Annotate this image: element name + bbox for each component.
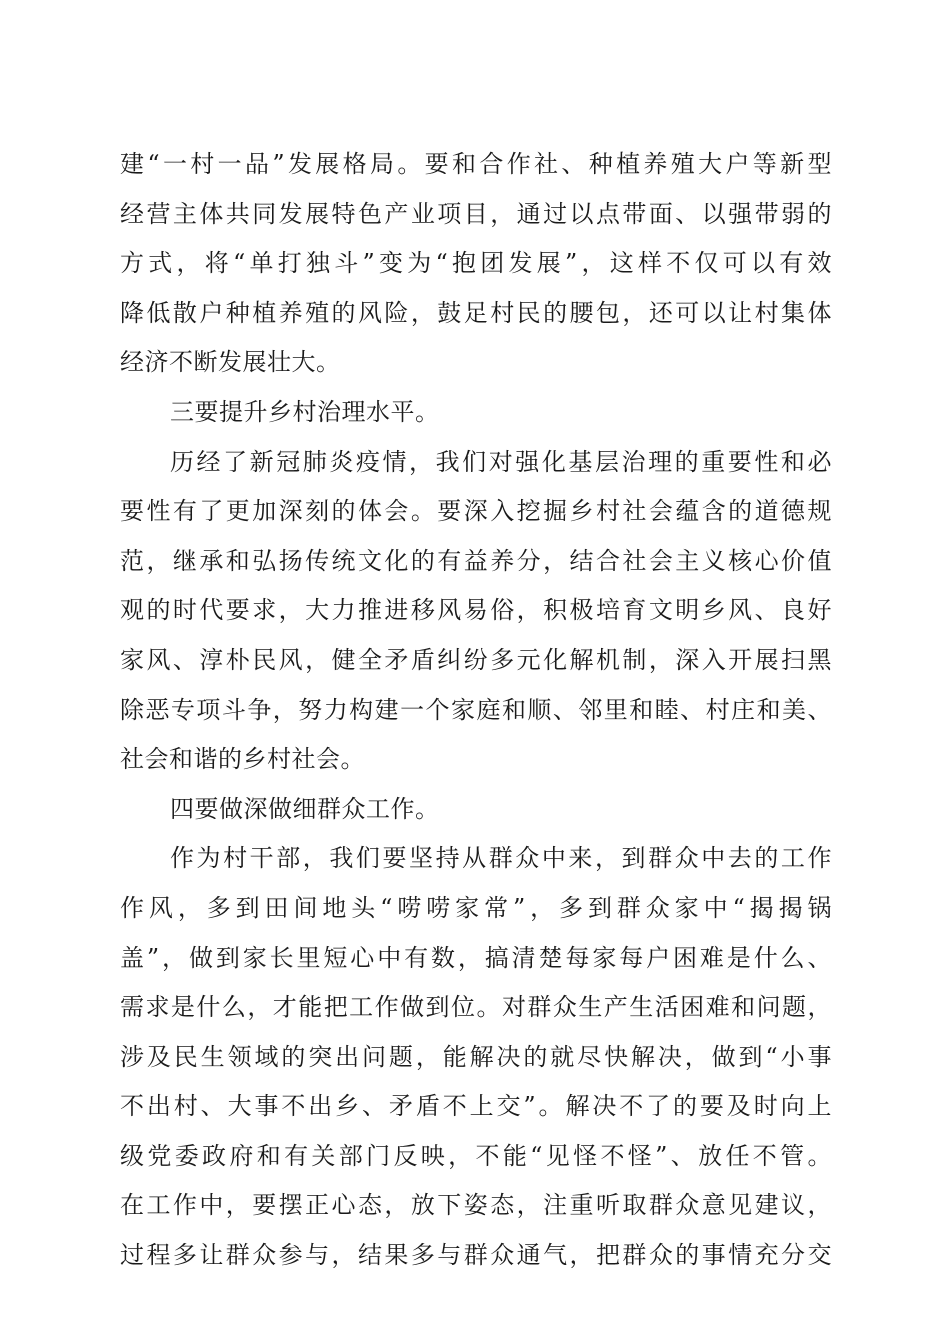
text-line: 盖”，做到家长里短心中有数，搞清楚每家每户困难是什么、 [120, 943, 832, 972]
text-line: 不出村、大事不出乡、矛盾不上交”。解决不了的要及时向上 [120, 1092, 832, 1121]
text-line: 家风、淳朴民风，健全矛盾纠纷多元化解机制，深入开展扫黑 [120, 645, 832, 674]
text-line: 需求是什么，才能把工作做到位。对群众生产生活困难和问题， [120, 993, 832, 1022]
paragraph-first-line: 四要做深做细群众工作。 [170, 794, 440, 823]
paragraph-first-line: 历经了新冠肺炎疫情，我们对强化基层治理的重要性和必 [170, 447, 832, 476]
text-line: 经营主体共同发展特色产业项目，通过以点带面、以强带弱的 [120, 199, 832, 228]
body-text [120, 140, 832, 1281]
text-line: 经济不断发展壮大。 [120, 348, 341, 377]
paragraph-first-line: 作为村干部，我们要坚持从群众中来，到群众中去的工作 [170, 844, 832, 873]
text-line: 除恶专项斗争，努力构建一个家庭和顺、邻里和睦、村庄和美、 [120, 695, 832, 724]
text-line: 级党委政府和有关部门反映，不能“见怪不怪”、放任不管。 [120, 1141, 832, 1170]
text-line: 过程多让群众参与，结果多与群众通气，把群众的事情充分交 [120, 1241, 832, 1270]
text-line: 观的时代要求，大力推进移风易俗，积极培育文明乡风、良好 [120, 596, 832, 625]
text-line: 降低散户种植养殖的风险，鼓足村民的腰包，还可以让村集体 [120, 298, 832, 327]
text-line: 方式，将“单打独斗”变为“抱团发展”，这样不仅可以有效 [120, 249, 832, 278]
text-line: 要性有了更加深刻的体会。要深入挖掘乡村社会蕴含的道德规 [120, 497, 832, 526]
text-line: 范，继承和弘扬传统文化的有益养分，结合社会主义核心价值 [120, 546, 832, 575]
text-line: 社会和谐的乡村社会。 [120, 745, 365, 774]
text-line: 在工作中，要摆正心态，放下姿态，注重听取群众意见建议， [120, 1191, 832, 1220]
text-line: 作风，多到田间地头“唠唠家常”，多到群众家中“揭揭锅 [120, 893, 832, 922]
text-line: 建“一村一品”发展格局。要和合作社、种植养殖大户等新型 [120, 150, 832, 178]
paragraph-first-line: 三要提升乡村治理水平。 [170, 397, 440, 426]
text-line: 涉及民生领域的突出问题，能解决的就尽快解决，做到“小事 [120, 1042, 832, 1071]
